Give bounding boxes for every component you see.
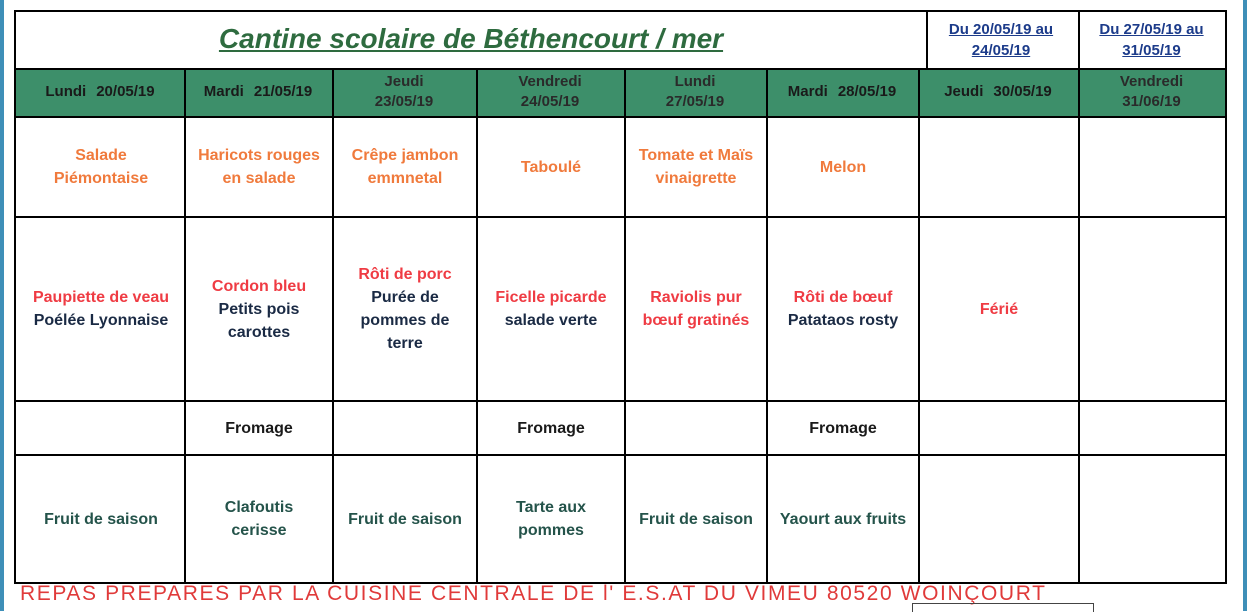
left-edge-stripe (0, 0, 4, 611)
starter-text: Haricots rouges (198, 147, 320, 164)
day-name: Mardi (787, 83, 828, 100)
main-dish-text: Rôti de bœuf (793, 289, 893, 306)
starter-cell (626, 118, 766, 216)
cheese-cell (920, 402, 1078, 454)
main-dish-text: Paupiette de veau (32, 289, 170, 306)
dessert-text: Tarte aux (516, 499, 586, 516)
dessert-text: Fruit de saison (639, 510, 753, 528)
cheese-cell (626, 402, 766, 454)
dessert-cell (1080, 456, 1225, 582)
main-dish-text: Raviolis pur (650, 289, 742, 306)
day-header (16, 68, 184, 116)
dessert-text: Fruit de saison (348, 510, 462, 528)
starter-text: Melon (819, 158, 867, 176)
day-date: 27/05/19 (665, 93, 725, 110)
starter-text: Piémontaise (53, 170, 149, 187)
side-dish-text: Poélée Lyonnaise (33, 312, 169, 329)
starter-cell (478, 118, 624, 216)
starter-text: vinaigrette (655, 170, 737, 187)
dessert-cell (920, 456, 1078, 582)
week-1-label (926, 14, 1076, 66)
day-header (332, 68, 476, 116)
side-dish-text: salade verte (504, 312, 598, 329)
day-date: 30/05/19 (993, 83, 1052, 100)
cheese-cell (334, 402, 476, 454)
cheese-cell (1080, 402, 1225, 454)
day-name: Jeudi (384, 73, 424, 90)
main-cell (920, 218, 1078, 400)
starter-text: Salade (75, 147, 127, 164)
dessert-cell (478, 456, 624, 582)
starter-cell (18, 118, 184, 216)
day-name: Jeudi (944, 83, 984, 100)
week-2-line1: Du 27/05/19 au (1099, 21, 1204, 38)
side-dish-text: terre (387, 335, 423, 352)
day-header (1078, 68, 1225, 116)
week-1-line1: Du 20/05/19 au (948, 21, 1054, 38)
starter-cell (920, 118, 1078, 216)
main-dish-text: Férié (979, 300, 1019, 318)
side-dish-text: carottes (227, 323, 291, 341)
week-divider (1078, 12, 1080, 68)
dessert-text: Yaourt aux fruits (779, 510, 907, 528)
main-cell (1080, 218, 1225, 400)
starter-cell (1080, 118, 1225, 216)
starter-text: en salade (222, 170, 296, 187)
starter-text: emmnetal (367, 170, 443, 187)
main-cell (334, 218, 476, 400)
day-date: 24/05/19 (520, 93, 580, 110)
main-cell (186, 218, 332, 400)
day-name: Vendredi (518, 73, 582, 90)
cheese-cell (186, 402, 332, 454)
week-1-line2: 24/05/19 (971, 42, 1031, 59)
starter-cell (334, 118, 476, 216)
main-dish-text: Ficelle picarde (495, 289, 607, 306)
dessert-cell (186, 456, 332, 582)
day-date: 21/05/19 (253, 83, 313, 100)
cheese-text: Fromage (517, 419, 585, 437)
main-cell (768, 218, 918, 400)
dessert-text: Clafoutis (224, 499, 294, 516)
starter-text: Tomate et Maïs (638, 147, 754, 164)
dessert-text: Fruit de saison (44, 510, 158, 528)
main-cell (18, 218, 184, 400)
dessert-text: pommes (518, 522, 584, 539)
starter-cell (186, 118, 332, 216)
side-dish-text: Petits pois (218, 300, 300, 318)
week-2-line2: 31/05/19 (1122, 42, 1181, 59)
footer-note: REPAS PREPARES PAR LA CUISINE CENTRALE DE l' E.S.AT DU VIMEU 80520 WOINÇOURT (20, 582, 1047, 605)
day-header (766, 68, 918, 116)
dessert-cell (626, 456, 766, 582)
day-date: 20/05/19 (96, 83, 155, 100)
day-date: 23/05/19 (374, 93, 434, 110)
cheese-cell (18, 402, 184, 454)
day-name: Vendredi (1119, 73, 1184, 90)
day-name: Mardi (203, 83, 244, 100)
cheese-text: Fromage (809, 419, 877, 437)
main-cell (626, 218, 766, 400)
side-dish-text: Patataos rosty (787, 312, 899, 329)
dessert-text: cerisse (231, 522, 287, 539)
dessert-cell (768, 456, 918, 582)
day-header (624, 68, 766, 116)
starter-cell (768, 118, 918, 216)
week-2-label (1078, 14, 1225, 66)
cheese-text: Fromage (225, 419, 293, 437)
day-date: 28/05/19 (837, 83, 897, 100)
main-dish-text: Cordon bleu (211, 277, 307, 295)
day-name: Lundi (674, 73, 716, 90)
main-dish-text: Rôti de porc (358, 266, 452, 283)
side-dish-text: pommes de (360, 312, 450, 329)
cheese-cell (478, 402, 624, 454)
day-header (476, 68, 624, 116)
menu-table (14, 10, 1227, 584)
title-divider (926, 12, 928, 68)
main-dish-text: bœuf gratinés (642, 312, 750, 329)
main-cell (478, 218, 624, 400)
dessert-cell (334, 456, 476, 582)
day-header (184, 68, 332, 116)
right-edge-stripe (1243, 0, 1247, 611)
side-dish-text: Purée de (371, 289, 439, 306)
dessert-cell (18, 456, 184, 582)
starter-text: Crêpe jambon (351, 147, 459, 164)
day-name: Lundi (45, 83, 87, 100)
page-title: Cantine scolaire de Béthencourt / mer (218, 23, 724, 54)
starter-text: Taboulé (520, 158, 582, 176)
day-header (918, 68, 1078, 116)
cheese-cell (768, 402, 918, 454)
day-date: 31/06/19 (1122, 93, 1181, 110)
